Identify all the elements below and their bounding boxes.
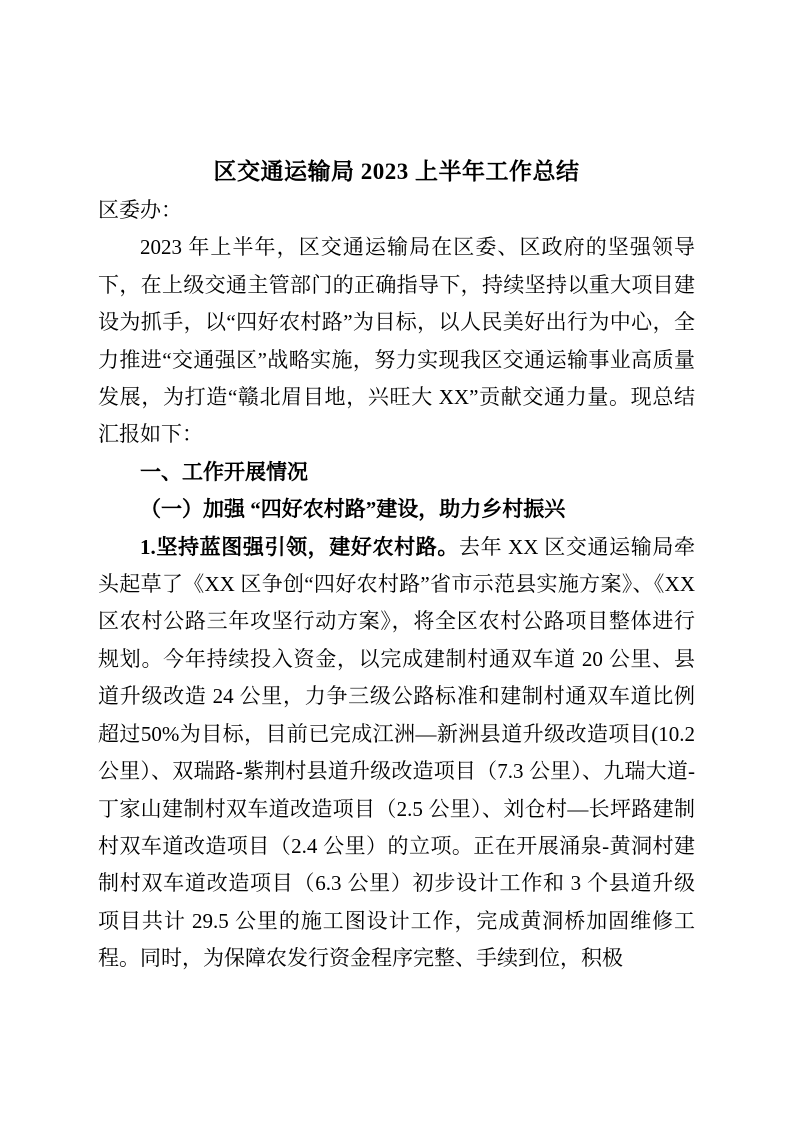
item-1-paragraph: [98, 529, 695, 978]
item-1-body-text: 去年 XX 区交通运输局牵头起草了《XX 区争创“四好农村路”省市示范县实施方案》、《XX 区农村公路三年攻坚行动方案》，将全区农村公路项目整体进行规划。今年持续投入资金，以完成建制村通双车道 20 公里、县道升级改造 24 公里，力争三级公路标准和建制村通双车道比例超过50%为目标，目前已完成江洲—新洲县道升级改造项目(10.2 公里）、双瑞路-紫荆村县道升级改造项目（7.3 公里）、九瑞大道-丁家山建制村双车道改造项目（2.5 公里）、刘仓村—长坪路建制村双车道改造项目（2.4 公里）的立项。正在开展涌泉-黄洞村建制村双车道改造项目（6.3 公里）初步设计工作和 3 个县道升级项目共计 29.5 公里的施工图设计工作，完成黄洞桥加固维修工程。同时，为保障农发行资金程序完整、手续到位，积极: [98, 534, 695, 971]
document-title: 区交通运输局 2023 上半年工作总结: [213, 159, 580, 184]
salutation: 区委办：: [98, 198, 182, 222]
section-heading-1: 一、工作开展情况: [140, 459, 308, 484]
subsection-heading-1-1: （一）加强 “四好农村路”建设，助力乡村振兴: [140, 497, 566, 522]
item-1-lead-sentence: 1.坚持蓝图强引领，建好农村路。: [140, 534, 459, 559]
document-content: [98, 151, 695, 978]
intro-paragraph: 2023 年上半年，区交通运输局在区委、区政府的坚强领导下，在上级交通主管部门的正确指导下，持续坚持以重大项目建设为抓手，以“四好农村路”为目标，以人民美好出行为中心，全力推进“交通强区”战略实施，努力实现我区交通运输事业高质量发展，为打造“赣北眉目地，兴旺大 XX”贡献交通力量。现总结汇报如下：: [98, 235, 695, 447]
